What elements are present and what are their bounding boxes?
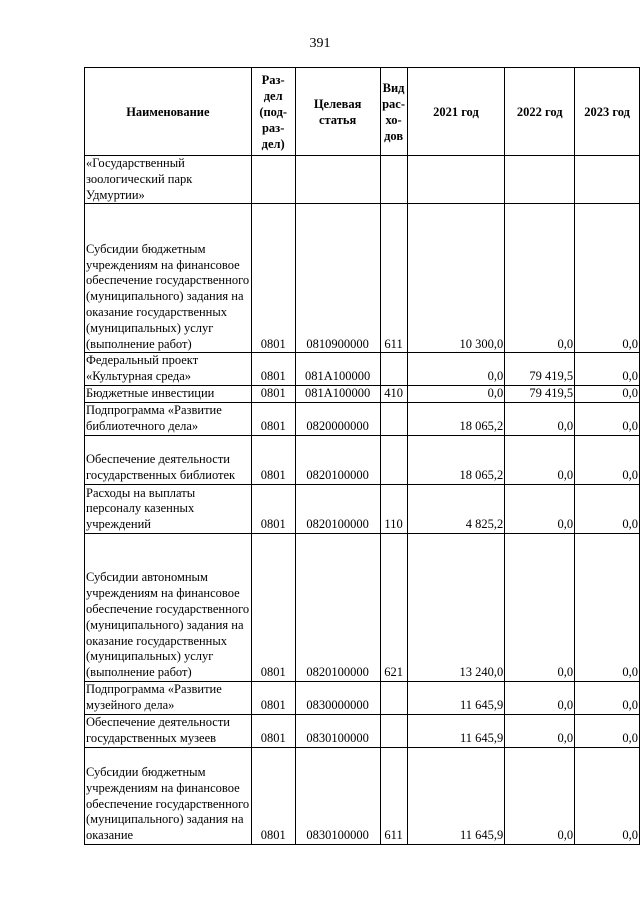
row-type (380, 353, 407, 386)
row-target: 0820000000 (295, 402, 380, 435)
row-section: 0801 (251, 484, 295, 533)
header-section: Раз- дел (под- раз- дел) (251, 68, 295, 156)
row-name: Подпрограмма «Развитие библиотечного дела» (85, 402, 252, 435)
header-2023: 2023 год (575, 68, 640, 156)
table-row (85, 204, 640, 353)
row-type (380, 156, 407, 204)
row-2022: 0,0 (505, 681, 575, 714)
row-name: Федеральный проект «Культурная среда» (85, 353, 252, 386)
row-2022: 0,0 (505, 402, 575, 435)
header-2021: 2021 год (407, 68, 505, 156)
row-2023: 0,0 (575, 402, 640, 435)
row-name: «Государственный зоологический парк Удмуртии» (85, 156, 252, 204)
row-type: 611 (380, 747, 407, 844)
row-2021: 0,0 (407, 385, 505, 402)
row-2021: 4 825,2 (407, 484, 505, 533)
table-row (85, 402, 640, 435)
row-2022: 79 419,5 (505, 353, 575, 386)
row-type: 410 (380, 385, 407, 402)
row-2021: 0,0 (407, 353, 505, 386)
table-header-row (85, 68, 640, 156)
row-2022: 0,0 (505, 747, 575, 844)
row-type: 110 (380, 484, 407, 533)
row-2021: 11 645,9 (407, 714, 505, 747)
row-name: Обеспечение деятельности государственных музеев (85, 714, 252, 747)
row-type (380, 402, 407, 435)
row-2023: 0,0 (575, 714, 640, 747)
row-section: 0801 (251, 533, 295, 681)
row-section: 0801 (251, 204, 295, 353)
row-2023: 0,0 (575, 681, 640, 714)
row-name: Субсидии бюджетным учреждениям на финансовое обеспечение государственного (муниципального) задания на оказание государственных (муниципальных) услуг (выполнение работ) (85, 204, 252, 353)
row-section: 0801 (251, 385, 295, 402)
row-name: Субсидии бюджетным учреждениям на финансовое обеспечение государственного (муниципального) задания на оказание (85, 747, 252, 844)
table-row (85, 385, 640, 402)
table-row (85, 435, 640, 484)
row-2023: 0,0 (575, 435, 640, 484)
table-row (85, 156, 640, 204)
row-name: Обеспечение деятельности государственных библиотек (85, 435, 252, 484)
row-target: 081A100000 (295, 353, 380, 386)
table-row (85, 747, 640, 844)
row-2022: 0,0 (505, 533, 575, 681)
row-section: 0801 (251, 681, 295, 714)
row-2021 (407, 156, 505, 204)
row-2023: 0,0 (575, 353, 640, 386)
header-expense-type: Вид рас- хо- дов (380, 68, 407, 156)
row-section (251, 156, 295, 204)
row-2021: 18 065,2 (407, 402, 505, 435)
row-2023: 0,0 (575, 484, 640, 533)
row-target: 081A100000 (295, 385, 380, 402)
header-name: Наименование (85, 68, 252, 156)
row-type: 621 (380, 533, 407, 681)
row-section: 0801 (251, 402, 295, 435)
header-2022: 2022 год (505, 68, 575, 156)
row-2023 (575, 156, 640, 204)
row-target: 0820100000 (295, 435, 380, 484)
row-target: 0830000000 (295, 681, 380, 714)
row-name: Субсидии автономным учреждениям на финансовое обеспечение государственного (муниципального) задания на оказание государственных (муниципальных) услуг (выполнение работ) (85, 533, 252, 681)
row-name: Подпрограмма «Развитие музейного дела» (85, 681, 252, 714)
budget-table (84, 67, 640, 845)
row-section: 0801 (251, 747, 295, 844)
table-row (85, 484, 640, 533)
row-2022: 0,0 (505, 435, 575, 484)
row-2022: 0,0 (505, 204, 575, 353)
row-2022: 0,0 (505, 714, 575, 747)
table-row (85, 533, 640, 681)
table-row (85, 353, 640, 386)
row-2021: 11 645,9 (407, 681, 505, 714)
row-2023: 0,0 (575, 204, 640, 353)
row-2021: 10 300,0 (407, 204, 505, 353)
table-row (85, 681, 640, 714)
header-target: Целевая статья (295, 68, 380, 156)
row-2022 (505, 156, 575, 204)
row-target: 0830100000 (295, 747, 380, 844)
row-section: 0801 (251, 435, 295, 484)
row-section: 0801 (251, 353, 295, 386)
row-type (380, 681, 407, 714)
row-2023: 0,0 (575, 533, 640, 681)
row-2021: 11 645,9 (407, 747, 505, 844)
row-2023: 0,0 (575, 385, 640, 402)
row-name: Бюджетные инвестиции (85, 385, 252, 402)
row-name: Расходы на выплаты персоналу казенных учреждений (85, 484, 252, 533)
row-2022: 79 419,5 (505, 385, 575, 402)
row-type: 611 (380, 204, 407, 353)
row-target: 0820100000 (295, 533, 380, 681)
table-row (85, 714, 640, 747)
row-target: 0820100000 (295, 484, 380, 533)
row-type (380, 714, 407, 747)
row-target (295, 156, 380, 204)
page-number: 391 (309, 36, 331, 51)
row-type (380, 435, 407, 484)
row-2021: 13 240,0 (407, 533, 505, 681)
row-2022: 0,0 (505, 484, 575, 533)
row-2023: 0,0 (575, 747, 640, 844)
row-target: 0810900000 (295, 204, 380, 353)
row-section: 0801 (251, 714, 295, 747)
row-target: 0830100000 (295, 714, 380, 747)
row-2021: 18 065,2 (407, 435, 505, 484)
